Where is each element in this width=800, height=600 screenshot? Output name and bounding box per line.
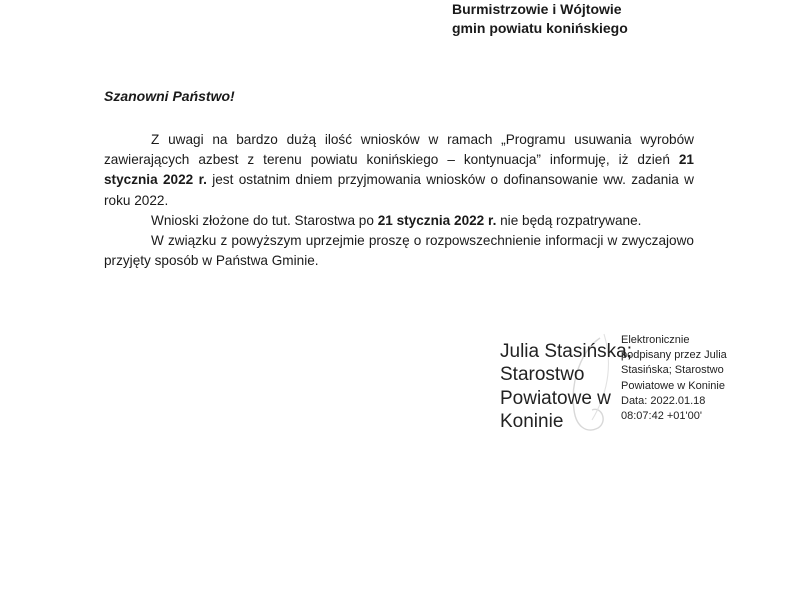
- signature-name-line-4: Koninie: [500, 410, 564, 432]
- paragraph-1-text-a: Z uwagi na bardzo dużą ilość wniosków w ramach „Programu usuwania wyrobów zawierających azbest z terenu powiatu konińskiego – kontynuacja” informuję, iż dzień: [104, 132, 694, 168]
- signature-meta-line-4: Powiatowe w Koninie: [621, 379, 725, 392]
- signature-metadata: [621, 333, 727, 424]
- signature-meta-line-2: podpisany przez Julia: [621, 349, 727, 362]
- paragraph-3: W związku z powyższym uprzejmie proszę o rozpowszechnienie informacji w zwyczajowo przyjęty sposób w Państwa Gminie.: [104, 233, 694, 269]
- signature-name-line-3: Powiatowe w: [500, 387, 611, 409]
- signature-date: Data: 2022.01.18: [621, 394, 706, 407]
- recipient-block: [452, 0, 628, 38]
- paragraph-2: [104, 211, 694, 231]
- recipient-line-1: Burmistrzowie i Wójtowie: [452, 1, 622, 17]
- letter-body: [104, 130, 694, 271]
- signature-name-line-1: Julia Stasińska;: [500, 341, 633, 362]
- paragraph-1: [104, 130, 694, 211]
- paragraph-1-text-b: jest ostatnim dniem przyjmowania wniosków o dofinansowanie ww. zadania w roku 2022.: [104, 172, 694, 208]
- signature-meta-line-3: Stasińska; Starostwo: [621, 364, 724, 377]
- paragraph-2-text-b: nie będą rozpatrywane.: [496, 212, 642, 228]
- deadline-date-2: 21 stycznia 2022 r.: [377, 212, 497, 228]
- signature-name-line-2: Starostwo: [500, 364, 585, 386]
- deadline-date: 21 stycznia 2022 r.: [104, 152, 694, 188]
- paragraph-2-text-a: Wnioski złożone do tut. Starostwa po: [151, 212, 378, 228]
- signature-name: [500, 340, 632, 433]
- signature-time: 08:07:42 +01'00': [621, 410, 702, 423]
- recipient-line-2: gmin powiatu konińskiego: [452, 20, 628, 36]
- salutation: Szanowni Państwo!: [104, 88, 235, 104]
- signature-meta-line-1: Elektronicznie: [621, 334, 690, 346]
